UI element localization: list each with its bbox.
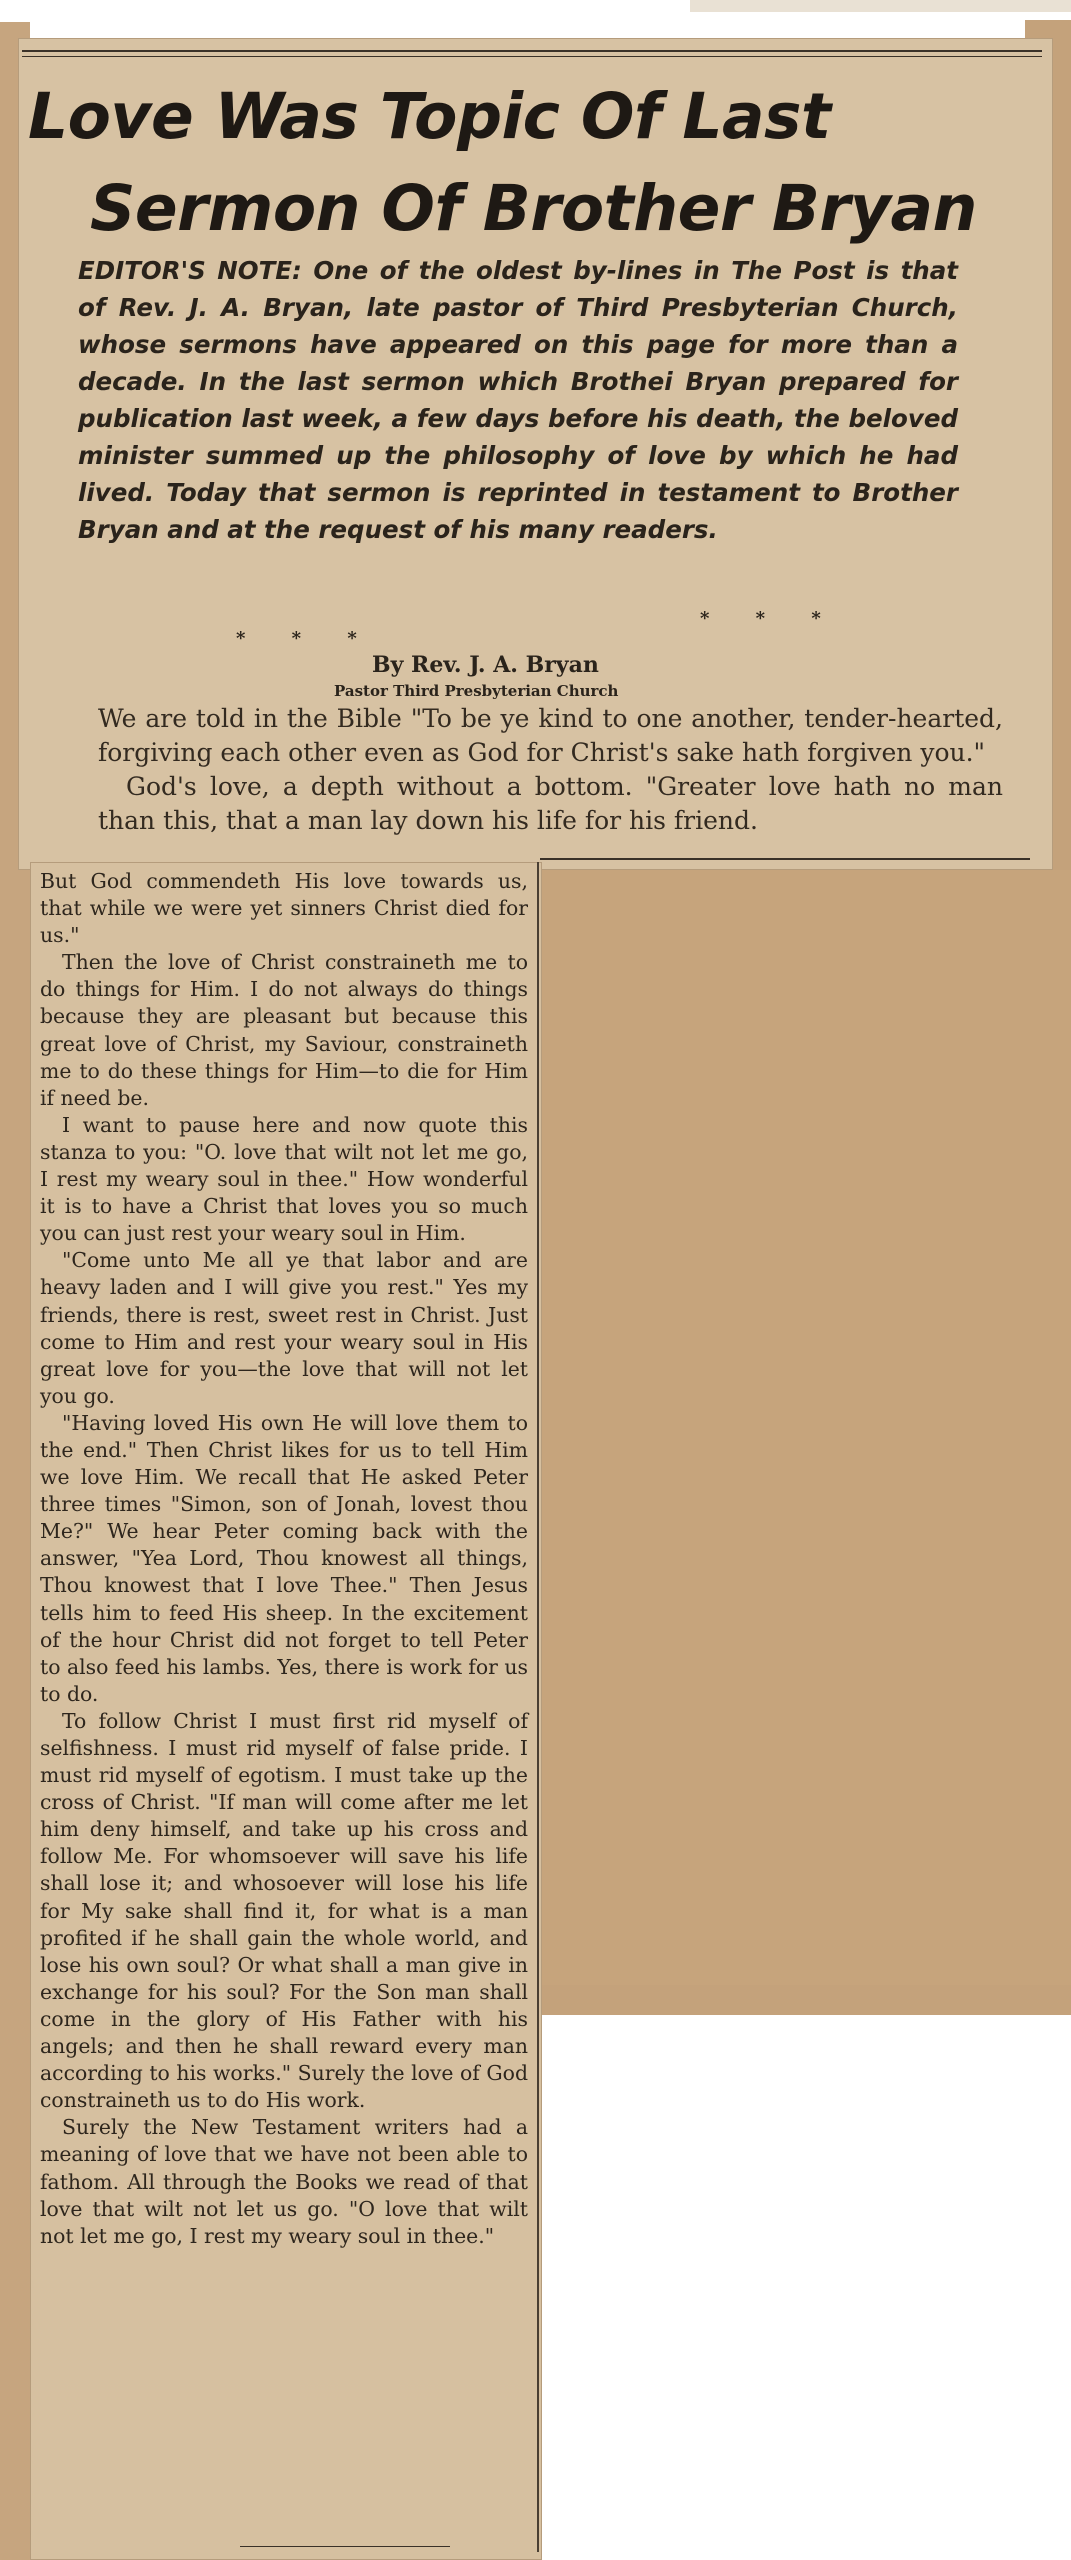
column-rule: [537, 862, 539, 2552]
article-column: [40, 868, 528, 2250]
column-paragraph: Then the love of Christ constraineth me to do things for Him. I do not always do things because they are pleasant but because this great love of Christ, my Saviour, constraineth me to do these things for Him—to die for Him if need be.: [40, 950, 528, 1110]
lead-paragraph: God's love, a depth without a bottom. "Greater love hath no man than this, that a man lay down his life for his friend.: [98, 772, 1003, 835]
column-paragraph: Surely the New Testament writers had a meaning of love that we have not been able to fathom. All through the Books we read of that love that wilt not let us go. "O love that wilt not let me go, I rest my weary soul in thee.": [40, 2115, 528, 2248]
headline-line-2: Sermon Of Brother Bryan: [90, 172, 977, 245]
article-lead: [98, 702, 1003, 838]
lead-paragraph: We are told in the Bible "To be ye kind to one another, tender-hearted, forgiving each other even as God for Christ's sake hath forgiven you.": [98, 704, 1003, 767]
column-paragraph: "Come unto Me all ye that labor and are heavy laden and I will give you rest." Yes my friends, there is rest, sweet rest in Christ. Just come to Him and rest your weary soul in His great love for you—the love that will not let you go.: [40, 1248, 528, 1408]
column-break-rule: [540, 858, 1030, 860]
separator-stars-left: * * *: [236, 628, 377, 649]
top-rule-thin: [22, 56, 1042, 57]
backing-board: [540, 870, 1071, 2010]
column-paragraph: I want to pause here and now quote this stanza to you: "O. love that wilt not let me go, I rest my weary soul in thee." How wonderful it is to have a Christ that loves you so much you can just rest your weary soul in Him.: [40, 1112, 528, 1246]
column-paragraph: "Having loved His own He will love them to the end." Then Christ likes for us to tell Him we love Him. We recall that He asked Peter three times "Simon, son of Jonah, lovest thou Me?" We hear Peter coming back with the answer, "Yea Lord, Thou knowest all things, Thou knowest that I love Thee." Then Jesus tells him to feed His sheep. In the excitement of the hour Christ did not forget to tell Peter to also feed his lambs. Yes, there is work for us to do.: [40, 1410, 528, 1706]
byline-title: Pastor Third Presbyterian Church: [334, 682, 619, 700]
backing-board-top-strip: [690, 0, 1071, 12]
end-rule: [240, 2546, 450, 2547]
byline-author: By Rev. J. A. Bryan: [372, 652, 599, 678]
editors-note-text: One of the oldest by-lines in The Post is that of Rev. J. A. Bryan, late pastor of Third Presbyterian Church, whose sermons have appeared on this page for more than a decade. In the last sermon which Brothei Bryan prepared for publication last week, a few days before his death, the beloved minister summed up the philosophy of love by which he had lived. Today that sermon is reprinted in testament to Brother Bryan and at the request of his many readers.: [78, 256, 958, 544]
separator-stars-right: * * *: [700, 608, 841, 629]
editors-note-label: EDITOR'S NOTE:: [78, 256, 302, 285]
backing-board-bottom: [540, 1985, 1071, 2015]
column-paragraph: But God commendeth His love towards us, that while we were yet sinners Christ died for us.": [40, 869, 528, 948]
editors-note: [78, 252, 958, 548]
headline-line-1: Love Was Topic Of Last: [28, 80, 831, 153]
column-paragraph: To follow Christ I must first rid myself of selfishness. I must rid myself of false pride. I must rid myself of egotism. I must take up the cross of Christ. "If man will come after me let him deny himself, and take up his cross and follow Me. For whomsoever will save his life shall lose it; and whosoever will lose his life for My sake shall find it, for what is a man profited if he shall gain the whole world, and lose his own soul? Or what shall a man give in exchange for his soul? For the Son man shall come in the glory of His Father with his angels; and then he shall reward every man according to his works." Surely the love of God constraineth us to do His work.: [40, 1708, 528, 2113]
top-rule: [22, 50, 1042, 52]
